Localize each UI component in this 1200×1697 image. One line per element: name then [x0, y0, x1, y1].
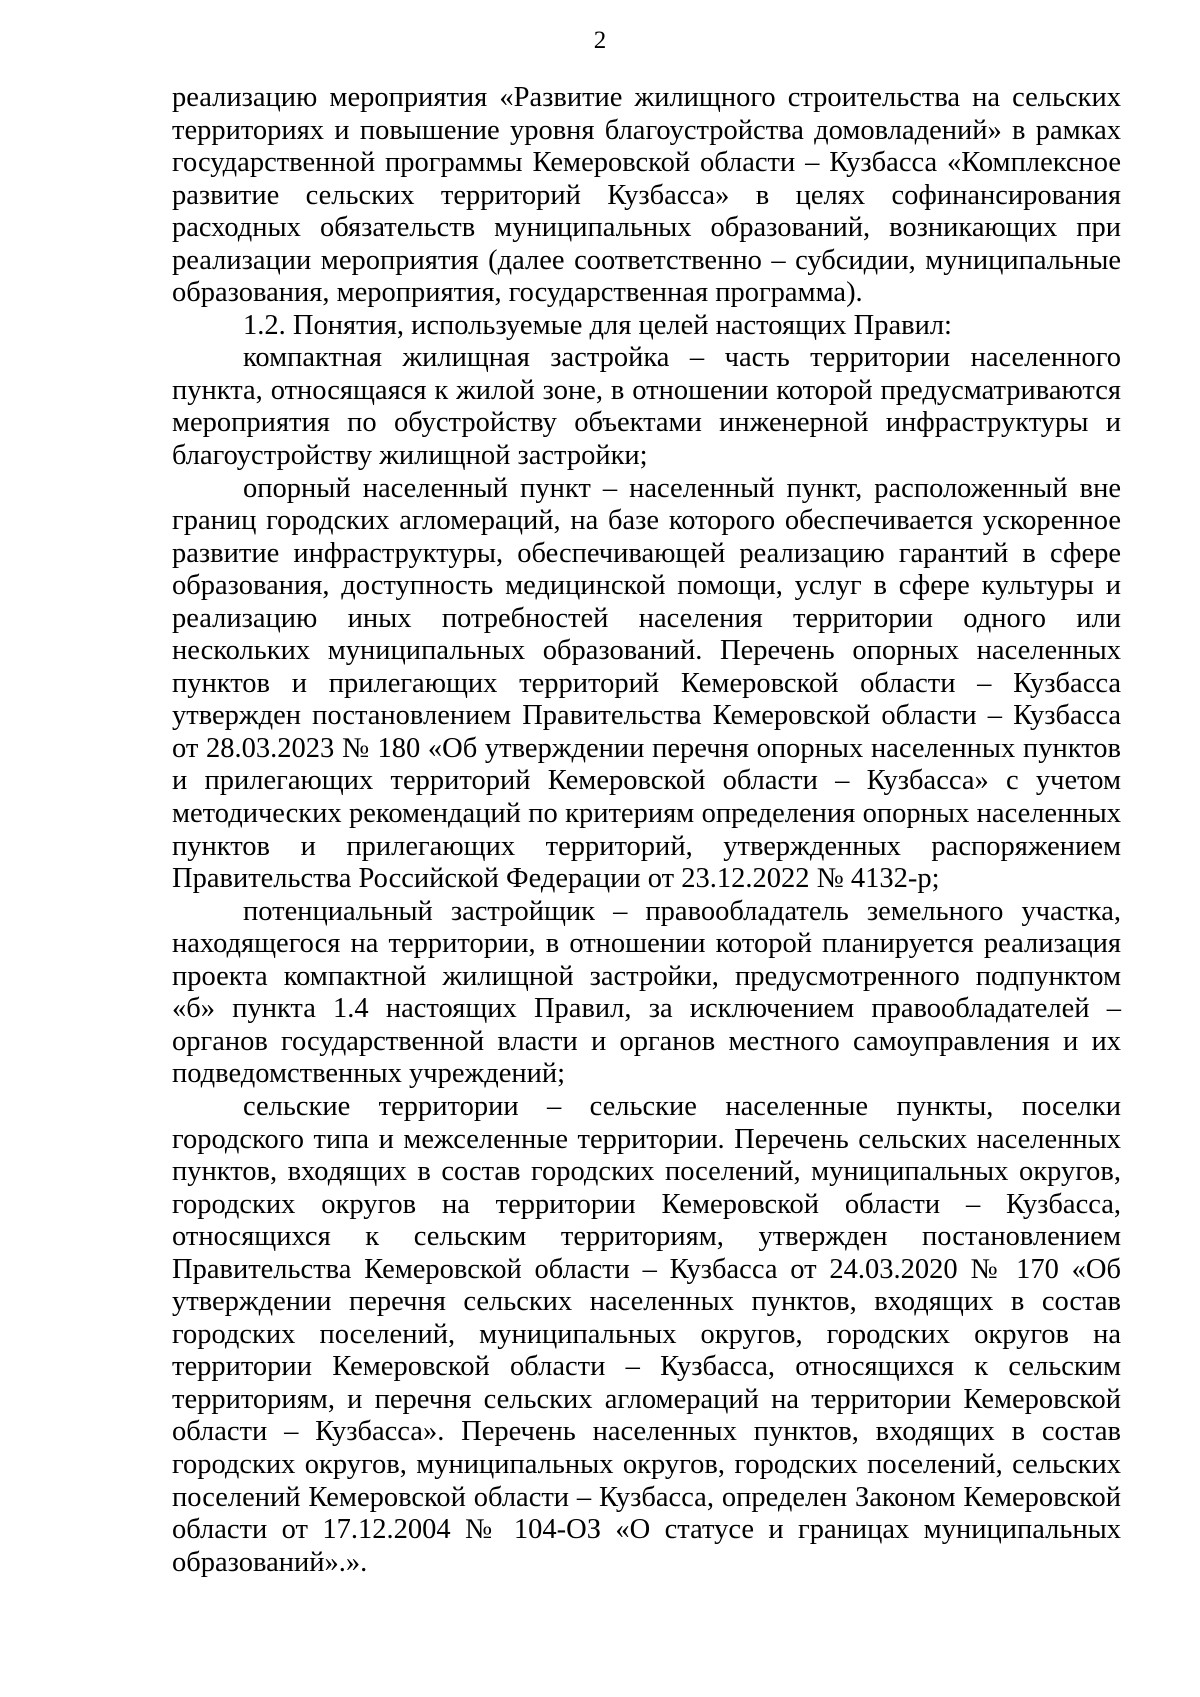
document-body [172, 82, 1121, 1579]
page-number: 2 [593, 27, 607, 54]
paragraph-compact-housing: компактная жилищная застройка – часть территории населенного пункта, относящаяся к жилой зоне, в отношении которой предусматриваются мероприятия по обустройству объектами инженерной инфраструктуры и благоустройству жилищной застройки; [172, 342, 1121, 472]
paragraph-definitions-heading: 1.2. Понятия, используемые для целей настоящих Правил: [243, 309, 952, 341]
paragraph-potential-developer: потенциальный застройщик – правообладатель земельного участка, находящегося на территории, в отношении которой планируется реализация проекта компактной жилищной застройки, предусмотренного подпунктом «б» пункта 1.4 настоящих Правил, за исключением правообладателей – органов государственной власти и органов местного самоуправления и их подведомственных учреждений; [172, 895, 1121, 1090]
paragraph-subsidy-purpose: реализацию мероприятия «Развитие жилищного строительства на сельских территориях и повышение уровня благоустройства домовладений» в рамках государственной программы Кемеровской области – Кузбасса «Комплексное развитие сельских территорий Кузбасса» в целях софинансирования расходных обязательств муниципальных образований, возникающих при реализации мероприятия (далее соответственно – субсидии, муниципальные образования, мероприятия, государственная программа). [172, 82, 1121, 309]
paragraph-support-settlement: опорный населенный пункт – населенный пункт, расположенный вне границ городских агломераций, на базе которого обеспечивается ускоренное развитие инфраструктуры, обеспечивающей реализацию гарантий в сфере образования, доступность медицинской помощи, услуг в сфере культуры и реализацию иных потребностей населения территории одного или нескольких муниципальных образований. Перечень опорных населенных пунктов и прилегающих территорий Кемеровской области – Кузбасса утвержден постановлением Правительства Кемеровской области – Кузбасса от 28.03.2023 № 180 «Об утверждении перечня опорных населенных пунктов и прилегающих территорий Кемеровской области – Кузбасса» с учетом методических рекомендаций по критериям определения опорных населенных пунктов и прилегающих территорий, утвержденных распоряжением Правительства Российской Федерации от 23.12.2022 № 4132-р; [172, 472, 1121, 895]
paragraph-rural-territories: сельские территории – сельские населенные пункты, поселки городского типа и межселенные территории. Перечень сельских населенных пунктов, входящих в состав городских поселений, муниципальных округов, городских округов на территории Кемеровской области – Кузбасса, относящихся к сельским территориям, утвержден постановлением Правительства Кемеровской области – Кузбасса от 24.03.2020 № 170 «Об утверждении перечня сельских населенных пунктов, входящих в состав городских поселений, муниципальных округов, городских округов на территории Кемеровской области – Кузбасса, относящихся к сельским территориям, и перечня сельских агломераций на территории Кемеровской области – Кузбасса». Перечень населенных пунктов, входящих в состав городских округов, муниципальных округов, городских поселений, сельских поселений Кемеровской области – Кузбасса, определен Законом Кемеровской области от 17.12.2004 № 104-ОЗ «О статусе и границах муниципальных образований».». [172, 1090, 1121, 1578]
